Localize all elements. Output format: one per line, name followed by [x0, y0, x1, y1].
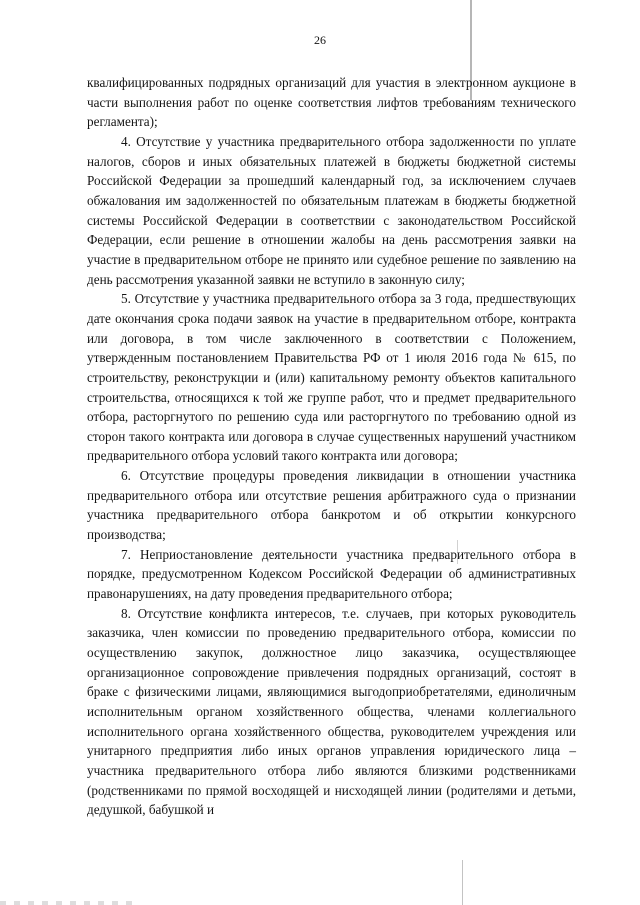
page-number: 26: [314, 33, 326, 47]
paragraph-item-4: 4. Отсутствие у участника предварительного отбора задолженности по уплате налогов, сборов и иных обязательных платежей в бюджеты бюджетной системы Российской Федерации за прошедший календарный год, за исключением случаев обжалования им задолженностей по обязательным платежам в бюджеты бюджетной системы Российской Федерации в соответствии с законодательством Российской Федерации, если решение в отношении жалобы на день рассмотрения заявки на участие в предварительном отборе не принято или судебное решение по заявлению на день рассмотрения указанной заявки не вступило в законную силу;: [87, 133, 576, 287]
paragraph-item-7: 7. Неприостановление деятельности участника предварительного отбора в порядке, предусмотренном Кодексом Российской Федерации об административных правонарушениях, на дату проведения предварительного отбора;: [87, 546, 576, 602]
paragraph-item-6: 6. Отсутствие процедуры проведения ликвидации в отношении участника предварительного отбора или отсутствие решения арбитражного суда о признании участника предварительного отбора банкротом и об открытии конкурсного производства;: [87, 468, 576, 543]
scan-artifact-line: [462, 860, 463, 905]
paragraph-item-8: 8. Отсутствие конфликта интересов, т.е. случаев, при которых руководитель заказчика, член комиссии по проведению предварительного отбора, комиссии по осуществлению закупок, должностное лицо заказчика, осуществляющее организационное сопровождение привлечения подрядных организаций, состоят в браке с физическими лицами, являющимися выгодоприобретателями, единоличным исполнительным органом хозяйственного общества, членами коллегиального исполнительного органа хозяйственного общества, руководителем учреждения или унитарного предприятия либо иных органов управления юридического лица – участника предварительного отбора либо являются близкими родственниками (родственниками по прямой восходящей и нисходящей линии (родителями и детьми, дедушкой, бабушкой и: [87, 605, 576, 818]
document-body: [87, 73, 576, 820]
paragraph-item-5: 5. Отсутствие у участника предварительного отбора за 3 года, предшествующих дате окончания срока подачи заявок на участие в предварительном отборе, контракта или договора, в том числе заключенного в соответствии с Положением, утвержденным постановлением Правительства РФ от 1 июля 2016 года № 615, по строительству, реконструкции и (или) капитальному ремонту объектов капитального строительства, относящихся к той же группе работ, что и предмет предварительного отбора, расторгнутого по решению суда или расторгнутого по требованию одной из сторон такого контракта или договора в случае существенных нарушений участником предварительного отбора условий такого контракта или договора;: [87, 291, 576, 464]
scan-edge-marks: [0, 901, 140, 905]
paragraph-continuation: квалифицированных подрядных организаций для участия в электронном аукционе в части выполнения работ по оценке соответствия лифтов требованиям технического регламента);: [87, 75, 576, 130]
